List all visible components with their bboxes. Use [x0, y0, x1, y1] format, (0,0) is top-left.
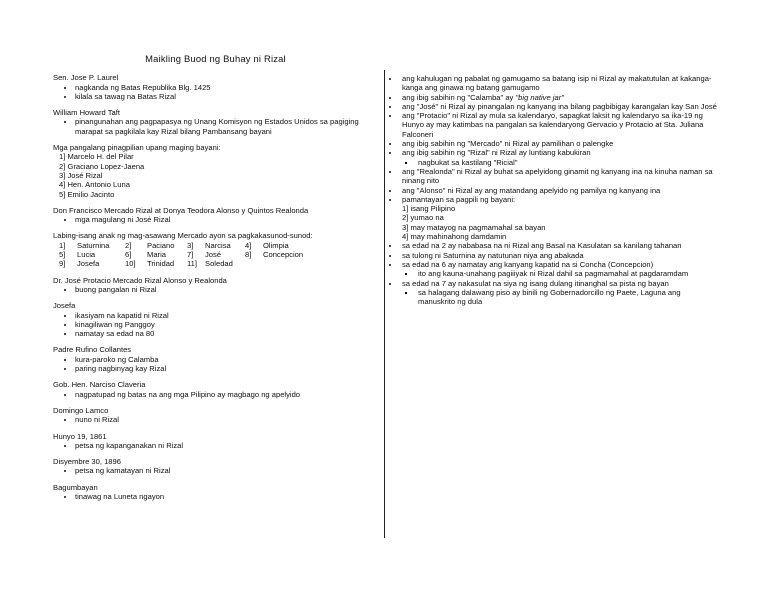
grid-cell: Lucia [77, 250, 96, 260]
list-item: • ang "Protacio" ni Rizal ay mula sa kalendaryo, sapagkat laksit ng kalendaryo sa ika-19 ng Hunyo ay may katimbas na pangalan sa kalendaryong Gervacio y Protacio at Sta. Juliana Falconeri [400, 111, 717, 139]
list-item: • ang kahulugan ng pabalat ng gamugamo sa batang isip ni Rizal ay makatutulan at kakanga-kanga ang ginawa ng batang gamugamo [400, 74, 717, 93]
list-item: • kura-paroko ng Calamba [75, 355, 378, 364]
list-item: • nuno ni Rizal [75, 415, 378, 424]
section-laurel [53, 73, 378, 101]
list-item: • buong pangalan ni Rizal [75, 285, 378, 294]
bullet-list [53, 390, 378, 399]
list-item [400, 195, 717, 241]
bullet-list [394, 74, 717, 306]
list-item: • sa edad na 2 ay nababasa na ni Rizal ang Basal na Kasulatan sa kanilang tahanan [400, 241, 717, 250]
list-item: • sa tulong ni Saturnina ay natutunan niya ang abakada [400, 251, 717, 260]
left-column [53, 54, 378, 508]
list-item [400, 93, 717, 102]
bullet-list [53, 441, 378, 450]
section-heading: Sen. Jose P. Laurel [53, 73, 119, 83]
list-item [400, 148, 717, 167]
sub-list [402, 158, 717, 167]
bullet-list [53, 83, 378, 102]
sub-list [402, 288, 717, 307]
section-bagumbayan [53, 483, 378, 502]
section-collantes [53, 345, 378, 373]
list-item: • petsa ng kapanganakan ni Rizal [75, 441, 378, 450]
grid-cell: Soledad [205, 259, 233, 269]
list-item [400, 260, 717, 279]
right-column [394, 74, 717, 306]
list-item: 2] Graciano Lopez-Jaena [59, 161, 145, 171]
bullet-list [53, 415, 378, 424]
document-title: Maikling Buod ng Buhay ni Rizal [145, 53, 286, 64]
list-item: • petsa ng kamatayan ni Rizal [75, 466, 378, 475]
list-item: 3] José Rizal [59, 170, 103, 180]
list-item: • mga magulang ni José Rizal [75, 215, 378, 224]
grid-cell: 7] [187, 250, 194, 260]
bullet-list [53, 117, 378, 136]
list-item-text: sa edad na 6 ay namatay ang kanyang kapatid na si Concha (Concepcion) [402, 259, 654, 269]
grid-cell: 5] [59, 250, 66, 260]
section-birth [53, 432, 378, 451]
grid-cell: Trinidad [147, 259, 175, 269]
list-item-text: ang ibig sabihin ng "Calamba" ay [402, 92, 516, 102]
grid-cell: 11] [187, 259, 197, 269]
section-claveria [53, 380, 378, 399]
list-item: 1] Marcelo H. del Pilar [59, 152, 134, 162]
section-heading: Mga pangalang pinagpilian upang maging bayani: [53, 143, 221, 153]
bullet-list [53, 492, 378, 501]
section-candidates [53, 143, 378, 199]
list-item: • paring nagbinyag kay Rizal [75, 364, 378, 373]
grid-cell: 2] [125, 240, 132, 250]
list-item-text: pamantayan sa pagpili ng bayani: [402, 194, 516, 204]
grid-cell [245, 259, 263, 268]
section-heading: Disyembre 30, 1896 [53, 457, 121, 467]
grid-cell [263, 259, 333, 268]
column-divider [384, 70, 385, 538]
section-lamco [53, 406, 378, 425]
criteria-item: 4] may mahinahong damdamin [402, 232, 507, 242]
grid-cell: 6] [125, 250, 132, 260]
sub-list-item: ▪ nagbukat sa kastilang "Ricial" [416, 158, 717, 167]
section-heading: Josefa [53, 301, 76, 311]
section-heading: Don Francisco Mercado Rizal at Donya Teodora Alonso y Quintos Realonda [53, 205, 309, 215]
section-heading: Labing-isang anak ng mag-asawang Mercado ayon sa pagkakasunod-sunod: [53, 231, 313, 241]
list-item: • pinangunahan ang pagpapasya ng Unang Komisyon ng Estados Unidos sa pagiging marapat sa pagkilala kay Rizal bilang Pambansang bayani [75, 117, 378, 136]
section-taft [53, 108, 378, 136]
section-full-name [53, 276, 378, 295]
grid-cell: José [205, 250, 222, 260]
list-item: • tinawag na Luneta ngayon [75, 492, 378, 501]
list-item: 5] Emilio Jacinto [59, 189, 115, 199]
list-item: • ang "Alonso" ni Rizal ay ang matandang apelyido ng pamilya ng kanyang ina [400, 186, 717, 195]
grid-cell: 4] [245, 240, 252, 250]
grid-cell: Josefa [77, 259, 100, 269]
list-item: • kinagiliwan ng Panggoy [75, 320, 378, 329]
list-item: • kilala sa tawag na Batas Rizal [75, 92, 378, 101]
grid-cell: 3] [187, 240, 194, 250]
grid-cell: 10] [125, 259, 136, 269]
sub-list-item: ▪ sa halagang dalawang piso ay binili ng Gobernadorcillo ng Paete, Laguna ang manuskrito ng dula [416, 288, 717, 307]
grid-cell: Paciano [147, 240, 175, 250]
bullet-list [53, 466, 378, 475]
list-item: • ang "Realonda" ni Rizal ay buhat sa apelyidong ginamit ng kanyang ina na kinuha naman sa ninang nito [400, 167, 717, 186]
section-heading: Dr. José Protacio Mercado Rizal Alonso y Realonda [53, 275, 227, 285]
section-children [53, 231, 378, 268]
criteria-item: 3] may matayog na pagmamahal sa bayan [402, 222, 546, 232]
section-heading: William Howard Taft [53, 108, 120, 118]
bullet-list [53, 215, 378, 224]
section-heading: Domingo Lamco [53, 405, 109, 415]
list-item: • ikasiyam na kapatid ni Rizal [75, 311, 378, 320]
section-heading: Hunyo 19, 1861 [53, 431, 107, 441]
section-death [53, 457, 378, 476]
section-heading: Gob. Hen. Narciso Claveria [53, 380, 146, 390]
children-grid [53, 241, 378, 269]
section-heading: Bagumbayan [53, 482, 98, 492]
list-item-text: ang ibig sabihin ng "Rizal" ni Rizal ay luntiang kabukiran [402, 148, 591, 158]
grid-cell: Concepcion [263, 250, 304, 260]
grid-cell: 8] [245, 250, 252, 260]
bullet-list [53, 311, 378, 339]
grid-cell: Narcisa [205, 240, 231, 250]
sub-list [402, 269, 717, 278]
grid-cell: Olimpia [263, 240, 289, 250]
sub-list-item: ▪ ito ang kauna-unahang pagiiiyak ni Rizal dahil sa pagmamahal at pagdaramdam [416, 269, 717, 278]
list-item-text: sa edad na 7 ay nakasulat na siya ng isang dulang itinanghal sa pista ng bayan [402, 278, 669, 288]
list-item-emphasis: "big native jar" [515, 92, 564, 102]
bullet-list [53, 285, 378, 294]
list-item: • ang "José" ni Rizal ay pinangalan ng kanyang ina bilang pagbibigay karangalan kay San José [400, 102, 717, 111]
grid-cell: 9] [59, 259, 66, 269]
list-item [400, 279, 717, 307]
list-item: • namatay sa edad na 80 [75, 329, 378, 338]
numbered-list [53, 152, 378, 198]
criteria-item: 2] yumao na [402, 213, 444, 223]
list-item: • ang ibig sabihin ng "Mercado" ni Rizal ay pamilihan o palengke [400, 139, 717, 148]
section-parents [53, 206, 378, 225]
grid-cell: Maria [147, 250, 166, 260]
bullet-list [53, 355, 378, 374]
list-item: 4] Hen. Antonio Luna [59, 180, 130, 190]
list-item: • nagpatupad ng batas na ang mga Pilipino ay magbago ng apelyido [75, 390, 378, 399]
grid-cell: 1] [59, 240, 66, 250]
list-item: • nagkanda ng Batas Republika Blg. 1425 [75, 83, 378, 92]
criteria-list [402, 204, 717, 241]
criteria-item: 1] isang Pilipino [402, 204, 456, 214]
section-heading: Padre Rufino Collantes [53, 345, 132, 355]
grid-cell: Saturnina [77, 240, 110, 250]
section-josefa [53, 301, 378, 338]
